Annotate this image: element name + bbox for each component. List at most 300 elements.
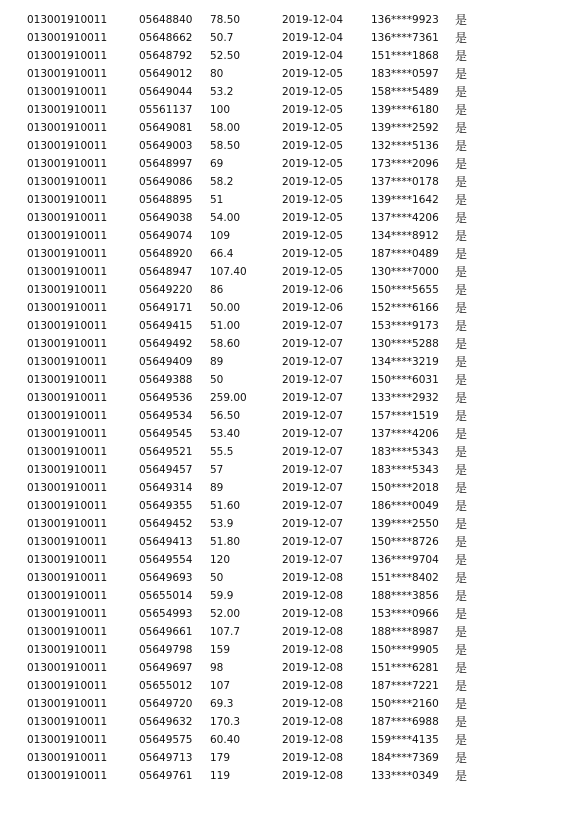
order-number-cell: 05648840 — [139, 14, 193, 26]
order-number-cell: 05649693 — [139, 572, 193, 584]
code-cell: 013001910011 — [27, 104, 108, 116]
table-row — [0, 353, 562, 371]
date-cell: 2019-12-06 — [282, 284, 344, 296]
date-cell: 2019-12-05 — [282, 140, 344, 152]
flag-cell: 是 — [455, 103, 468, 117]
phone-cell: 183****5343 — [371, 464, 439, 476]
flag-cell: 是 — [455, 31, 468, 45]
code-cell: 013001910011 — [27, 590, 108, 602]
amount-cell: 55.5 — [210, 446, 234, 458]
phone-cell: 150****9905 — [371, 644, 439, 656]
amount-cell: 51.80 — [210, 536, 241, 548]
code-cell: 013001910011 — [27, 320, 108, 332]
amount-cell: 100 — [210, 104, 231, 116]
order-number-cell: 05649074 — [139, 230, 193, 242]
code-cell: 013001910011 — [27, 482, 108, 494]
code-cell: 013001910011 — [27, 176, 108, 188]
table-row — [0, 209, 562, 227]
flag-cell: 是 — [455, 661, 468, 675]
amount-cell: 50 — [210, 572, 224, 584]
phone-cell: 137****4206 — [371, 428, 439, 440]
phone-cell: 137****0178 — [371, 176, 439, 188]
table-row — [0, 659, 562, 677]
table-row — [0, 623, 562, 641]
phone-cell: 136****7361 — [371, 32, 439, 44]
date-cell: 2019-12-05 — [282, 230, 344, 242]
amount-cell: 57 — [210, 464, 224, 476]
date-cell: 2019-12-08 — [282, 698, 344, 710]
amount-cell: 50.7 — [210, 32, 234, 44]
date-cell: 2019-12-08 — [282, 608, 344, 620]
code-cell: 013001910011 — [27, 86, 108, 98]
flag-cell: 是 — [455, 589, 468, 603]
phone-cell: 151****1868 — [371, 50, 439, 62]
date-cell: 2019-12-08 — [282, 716, 344, 728]
order-number-cell: 05649081 — [139, 122, 193, 134]
date-cell: 2019-12-08 — [282, 680, 344, 692]
code-cell: 013001910011 — [27, 194, 108, 206]
phone-cell: 158****5489 — [371, 86, 439, 98]
date-cell: 2019-12-05 — [282, 176, 344, 188]
date-cell: 2019-12-04 — [282, 14, 344, 26]
flag-cell: 是 — [455, 427, 468, 441]
table-row — [0, 281, 562, 299]
order-number-cell: 05649575 — [139, 734, 193, 746]
date-cell: 2019-12-07 — [282, 338, 344, 350]
table-row — [0, 425, 562, 443]
date-cell: 2019-12-08 — [282, 770, 344, 782]
table-row — [0, 713, 562, 731]
code-cell: 013001910011 — [27, 554, 108, 566]
flag-cell: 是 — [455, 391, 468, 405]
amount-cell: 59.9 — [210, 590, 234, 602]
order-number-cell: 05649492 — [139, 338, 193, 350]
date-cell: 2019-12-04 — [282, 50, 344, 62]
table-row — [0, 83, 562, 101]
code-cell: 013001910011 — [27, 518, 108, 530]
date-cell: 2019-12-08 — [282, 662, 344, 674]
order-number-cell: 05649415 — [139, 320, 193, 332]
date-cell: 2019-12-08 — [282, 626, 344, 638]
flag-cell: 是 — [455, 643, 468, 657]
amount-cell: 52.00 — [210, 608, 241, 620]
phone-cell: 186****0049 — [371, 500, 439, 512]
date-cell: 2019-12-05 — [282, 104, 344, 116]
date-cell: 2019-12-05 — [282, 158, 344, 170]
flag-cell: 是 — [455, 247, 468, 261]
flag-cell: 是 — [455, 175, 468, 189]
table-row — [0, 155, 562, 173]
flag-cell: 是 — [455, 535, 468, 549]
code-cell: 013001910011 — [27, 680, 108, 692]
order-number-cell: 05649536 — [139, 392, 193, 404]
phone-cell: 133****0349 — [371, 770, 439, 782]
order-number-cell: 05648895 — [139, 194, 193, 206]
amount-cell: 107.40 — [210, 266, 247, 278]
phone-cell: 134****8912 — [371, 230, 439, 242]
flag-cell: 是 — [455, 13, 468, 27]
code-cell: 013001910011 — [27, 14, 108, 26]
code-cell: 013001910011 — [27, 374, 108, 386]
code-cell: 013001910011 — [27, 428, 108, 440]
flag-cell: 是 — [455, 607, 468, 621]
amount-cell: 53.40 — [210, 428, 241, 440]
flag-cell: 是 — [455, 355, 468, 369]
phone-cell: 159****4135 — [371, 734, 439, 746]
amount-cell: 80 — [210, 68, 224, 80]
amount-cell: 52.50 — [210, 50, 241, 62]
phone-cell: 184****7369 — [371, 752, 439, 764]
table-row — [0, 101, 562, 119]
amount-cell: 60.40 — [210, 734, 241, 746]
phone-cell: 187****0489 — [371, 248, 439, 260]
flag-cell: 是 — [455, 571, 468, 585]
phone-cell: 157****1519 — [371, 410, 439, 422]
amount-cell: 78.50 — [210, 14, 241, 26]
phone-cell: 153****9173 — [371, 320, 439, 332]
table-row — [0, 695, 562, 713]
code-cell: 013001910011 — [27, 644, 108, 656]
date-cell: 2019-12-07 — [282, 482, 344, 494]
table-row — [0, 389, 562, 407]
phone-cell: 133****2932 — [371, 392, 439, 404]
data-table — [0, 11, 562, 785]
amount-cell: 119 — [210, 770, 231, 782]
flag-cell: 是 — [455, 625, 468, 639]
date-cell: 2019-12-08 — [282, 752, 344, 764]
amount-cell: 66.4 — [210, 248, 234, 260]
table-row — [0, 677, 562, 695]
date-cell: 2019-12-04 — [282, 32, 344, 44]
amount-cell: 58.50 — [210, 140, 241, 152]
order-number-cell: 05655014 — [139, 590, 193, 602]
date-cell: 2019-12-07 — [282, 356, 344, 368]
code-cell: 013001910011 — [27, 248, 108, 260]
flag-cell: 是 — [455, 85, 468, 99]
amount-cell: 107.7 — [210, 626, 241, 638]
phone-cell: 153****0966 — [371, 608, 439, 620]
table-row — [0, 533, 562, 551]
order-number-cell: 05649697 — [139, 662, 193, 674]
code-cell: 013001910011 — [27, 770, 108, 782]
table-row — [0, 767, 562, 785]
amount-cell: 58.2 — [210, 176, 234, 188]
phone-cell: 139****2550 — [371, 518, 439, 530]
table-row — [0, 551, 562, 569]
phone-cell: 187****6988 — [371, 716, 439, 728]
date-cell: 2019-12-07 — [282, 518, 344, 530]
date-cell: 2019-12-07 — [282, 464, 344, 476]
order-number-cell: 05649355 — [139, 500, 193, 512]
date-cell: 2019-12-08 — [282, 644, 344, 656]
date-cell: 2019-12-05 — [282, 266, 344, 278]
code-cell: 013001910011 — [27, 158, 108, 170]
flag-cell: 是 — [455, 445, 468, 459]
date-cell: 2019-12-08 — [282, 572, 344, 584]
flag-cell: 是 — [455, 139, 468, 153]
code-cell: 013001910011 — [27, 626, 108, 638]
date-cell: 2019-12-05 — [282, 68, 344, 80]
table-row — [0, 47, 562, 65]
phone-cell: 150****2018 — [371, 482, 439, 494]
phone-cell: 183****0597 — [371, 68, 439, 80]
code-cell: 013001910011 — [27, 68, 108, 80]
table-row — [0, 587, 562, 605]
code-cell: 013001910011 — [27, 698, 108, 710]
code-cell: 013001910011 — [27, 500, 108, 512]
amount-cell: 98 — [210, 662, 224, 674]
code-cell: 013001910011 — [27, 662, 108, 674]
flag-cell: 是 — [455, 319, 468, 333]
amount-cell: 109 — [210, 230, 231, 242]
date-cell: 2019-12-07 — [282, 554, 344, 566]
code-cell: 013001910011 — [27, 212, 108, 224]
code-cell: 013001910011 — [27, 716, 108, 728]
amount-cell: 54.00 — [210, 212, 241, 224]
phone-cell: 130****7000 — [371, 266, 439, 278]
flag-cell: 是 — [455, 67, 468, 81]
date-cell: 2019-12-05 — [282, 122, 344, 134]
code-cell: 013001910011 — [27, 140, 108, 152]
table-row — [0, 299, 562, 317]
phone-cell: 188****3856 — [371, 590, 439, 602]
flag-cell: 是 — [455, 121, 468, 135]
order-number-cell: 05649545 — [139, 428, 193, 440]
order-number-cell: 05649038 — [139, 212, 193, 224]
order-number-cell: 05648997 — [139, 158, 193, 170]
amount-cell: 86 — [210, 284, 224, 296]
date-cell: 2019-12-05 — [282, 248, 344, 260]
flag-cell: 是 — [455, 301, 468, 315]
code-cell: 013001910011 — [27, 392, 108, 404]
order-number-cell: 05649632 — [139, 716, 193, 728]
order-number-cell: 05648920 — [139, 248, 193, 260]
table-row — [0, 461, 562, 479]
table-row — [0, 569, 562, 587]
flag-cell: 是 — [455, 229, 468, 243]
date-cell: 2019-12-07 — [282, 446, 344, 458]
code-cell: 013001910011 — [27, 572, 108, 584]
code-cell: 013001910011 — [27, 536, 108, 548]
table-row — [0, 263, 562, 281]
order-number-cell: 05649413 — [139, 536, 193, 548]
order-number-cell: 05649534 — [139, 410, 193, 422]
amount-cell: 69 — [210, 158, 224, 170]
order-number-cell: 05655012 — [139, 680, 193, 692]
flag-cell: 是 — [455, 283, 468, 297]
date-cell: 2019-12-07 — [282, 392, 344, 404]
table-row — [0, 497, 562, 515]
code-cell: 013001910011 — [27, 356, 108, 368]
code-cell: 013001910011 — [27, 122, 108, 134]
order-number-cell: 05648947 — [139, 266, 193, 278]
flag-cell: 是 — [455, 373, 468, 387]
order-number-cell: 05649086 — [139, 176, 193, 188]
flag-cell: 是 — [455, 463, 468, 477]
phone-cell: 150****6031 — [371, 374, 439, 386]
amount-cell: 259.00 — [210, 392, 247, 404]
flag-cell: 是 — [455, 751, 468, 765]
flag-cell: 是 — [455, 517, 468, 531]
phone-cell: 139****1642 — [371, 194, 439, 206]
table-row — [0, 371, 562, 389]
amount-cell: 89 — [210, 356, 224, 368]
table-row — [0, 119, 562, 137]
amount-cell: 51.60 — [210, 500, 241, 512]
flag-cell: 是 — [455, 499, 468, 513]
code-cell: 013001910011 — [27, 446, 108, 458]
code-cell: 013001910011 — [27, 752, 108, 764]
code-cell: 013001910011 — [27, 734, 108, 746]
code-cell: 013001910011 — [27, 230, 108, 242]
order-number-cell: 05649452 — [139, 518, 193, 530]
date-cell: 2019-12-06 — [282, 302, 344, 314]
table-row — [0, 137, 562, 155]
phone-cell: 151****6281 — [371, 662, 439, 674]
amount-cell: 89 — [210, 482, 224, 494]
order-number-cell: 05649521 — [139, 446, 193, 458]
date-cell: 2019-12-07 — [282, 374, 344, 386]
table-row — [0, 335, 562, 353]
amount-cell: 50.00 — [210, 302, 241, 314]
order-number-cell: 05649409 — [139, 356, 193, 368]
table-row — [0, 605, 562, 623]
code-cell: 013001910011 — [27, 284, 108, 296]
flag-cell: 是 — [455, 157, 468, 171]
date-cell: 2019-12-07 — [282, 410, 344, 422]
flag-cell: 是 — [455, 49, 468, 63]
order-number-cell: 05649761 — [139, 770, 193, 782]
amount-cell: 69.3 — [210, 698, 234, 710]
code-cell: 013001910011 — [27, 302, 108, 314]
date-cell: 2019-12-07 — [282, 500, 344, 512]
flag-cell: 是 — [455, 715, 468, 729]
table-row — [0, 641, 562, 659]
date-cell: 2019-12-05 — [282, 212, 344, 224]
table-row — [0, 731, 562, 749]
flag-cell: 是 — [455, 409, 468, 423]
order-number-cell: 05654993 — [139, 608, 193, 620]
order-number-cell: 05649713 — [139, 752, 193, 764]
table-row — [0, 407, 562, 425]
amount-cell: 56.50 — [210, 410, 241, 422]
phone-cell: 188****8987 — [371, 626, 439, 638]
table-row — [0, 245, 562, 263]
amount-cell: 159 — [210, 644, 231, 656]
amount-cell: 58.00 — [210, 122, 241, 134]
phone-cell: 151****8402 — [371, 572, 439, 584]
amount-cell: 51 — [210, 194, 224, 206]
phone-cell: 173****2096 — [371, 158, 439, 170]
flag-cell: 是 — [455, 733, 468, 747]
table-row — [0, 749, 562, 767]
code-cell: 013001910011 — [27, 410, 108, 422]
order-number-cell: 05649798 — [139, 644, 193, 656]
phone-cell: 136****9923 — [371, 14, 439, 26]
date-cell: 2019-12-07 — [282, 320, 344, 332]
table-row — [0, 191, 562, 209]
order-number-cell: 05649457 — [139, 464, 193, 476]
phone-cell: 136****9704 — [371, 554, 439, 566]
table-row — [0, 29, 562, 47]
order-number-cell: 05649720 — [139, 698, 193, 710]
flag-cell: 是 — [455, 211, 468, 225]
order-number-cell: 05649003 — [139, 140, 193, 152]
flag-cell: 是 — [455, 769, 468, 783]
phone-cell: 137****4206 — [371, 212, 439, 224]
flag-cell: 是 — [455, 679, 468, 693]
amount-cell: 50 — [210, 374, 224, 386]
table-row — [0, 515, 562, 533]
date-cell: 2019-12-07 — [282, 428, 344, 440]
phone-cell: 150****8726 — [371, 536, 439, 548]
table-row — [0, 11, 562, 29]
amount-cell: 170.3 — [210, 716, 241, 728]
order-number-cell: 05648792 — [139, 50, 193, 62]
phone-cell: 183****5343 — [371, 446, 439, 458]
table-row — [0, 65, 562, 83]
code-cell: 013001910011 — [27, 338, 108, 350]
order-number-cell: 05649661 — [139, 626, 193, 638]
order-number-cell: 05649044 — [139, 86, 193, 98]
amount-cell: 53.2 — [210, 86, 234, 98]
table-row — [0, 317, 562, 335]
order-number-cell: 05561137 — [139, 104, 193, 116]
amount-cell: 107 — [210, 680, 231, 692]
phone-cell: 132****5136 — [371, 140, 439, 152]
table-row — [0, 443, 562, 461]
amount-cell: 120 — [210, 554, 231, 566]
table-row — [0, 479, 562, 497]
date-cell: 2019-12-08 — [282, 590, 344, 602]
phone-cell: 187****7221 — [371, 680, 439, 692]
amount-cell: 58.60 — [210, 338, 241, 350]
date-cell: 2019-12-08 — [282, 734, 344, 746]
table-row — [0, 173, 562, 191]
order-number-cell: 05649554 — [139, 554, 193, 566]
order-number-cell: 05649314 — [139, 482, 193, 494]
flag-cell: 是 — [455, 265, 468, 279]
code-cell: 013001910011 — [27, 608, 108, 620]
amount-cell: 179 — [210, 752, 231, 764]
phone-cell: 150****2160 — [371, 698, 439, 710]
flag-cell: 是 — [455, 553, 468, 567]
flag-cell: 是 — [455, 337, 468, 351]
flag-cell: 是 — [455, 193, 468, 207]
order-number-cell: 05649171 — [139, 302, 193, 314]
code-cell: 013001910011 — [27, 32, 108, 44]
flag-cell: 是 — [455, 697, 468, 711]
date-cell: 2019-12-05 — [282, 86, 344, 98]
phone-cell: 134****3219 — [371, 356, 439, 368]
order-number-cell: 05649012 — [139, 68, 193, 80]
phone-cell: 139****2592 — [371, 122, 439, 134]
date-cell: 2019-12-07 — [282, 536, 344, 548]
phone-cell: 139****6180 — [371, 104, 439, 116]
flag-cell: 是 — [455, 481, 468, 495]
amount-cell: 51.00 — [210, 320, 241, 332]
date-cell: 2019-12-05 — [282, 194, 344, 206]
order-number-cell: 05649388 — [139, 374, 193, 386]
table-row — [0, 227, 562, 245]
code-cell: 013001910011 — [27, 464, 108, 476]
phone-cell: 130****5288 — [371, 338, 439, 350]
code-cell: 013001910011 — [27, 50, 108, 62]
phone-cell: 150****5655 — [371, 284, 439, 296]
amount-cell: 53.9 — [210, 518, 234, 530]
order-number-cell: 05649220 — [139, 284, 193, 296]
code-cell: 013001910011 — [27, 266, 108, 278]
